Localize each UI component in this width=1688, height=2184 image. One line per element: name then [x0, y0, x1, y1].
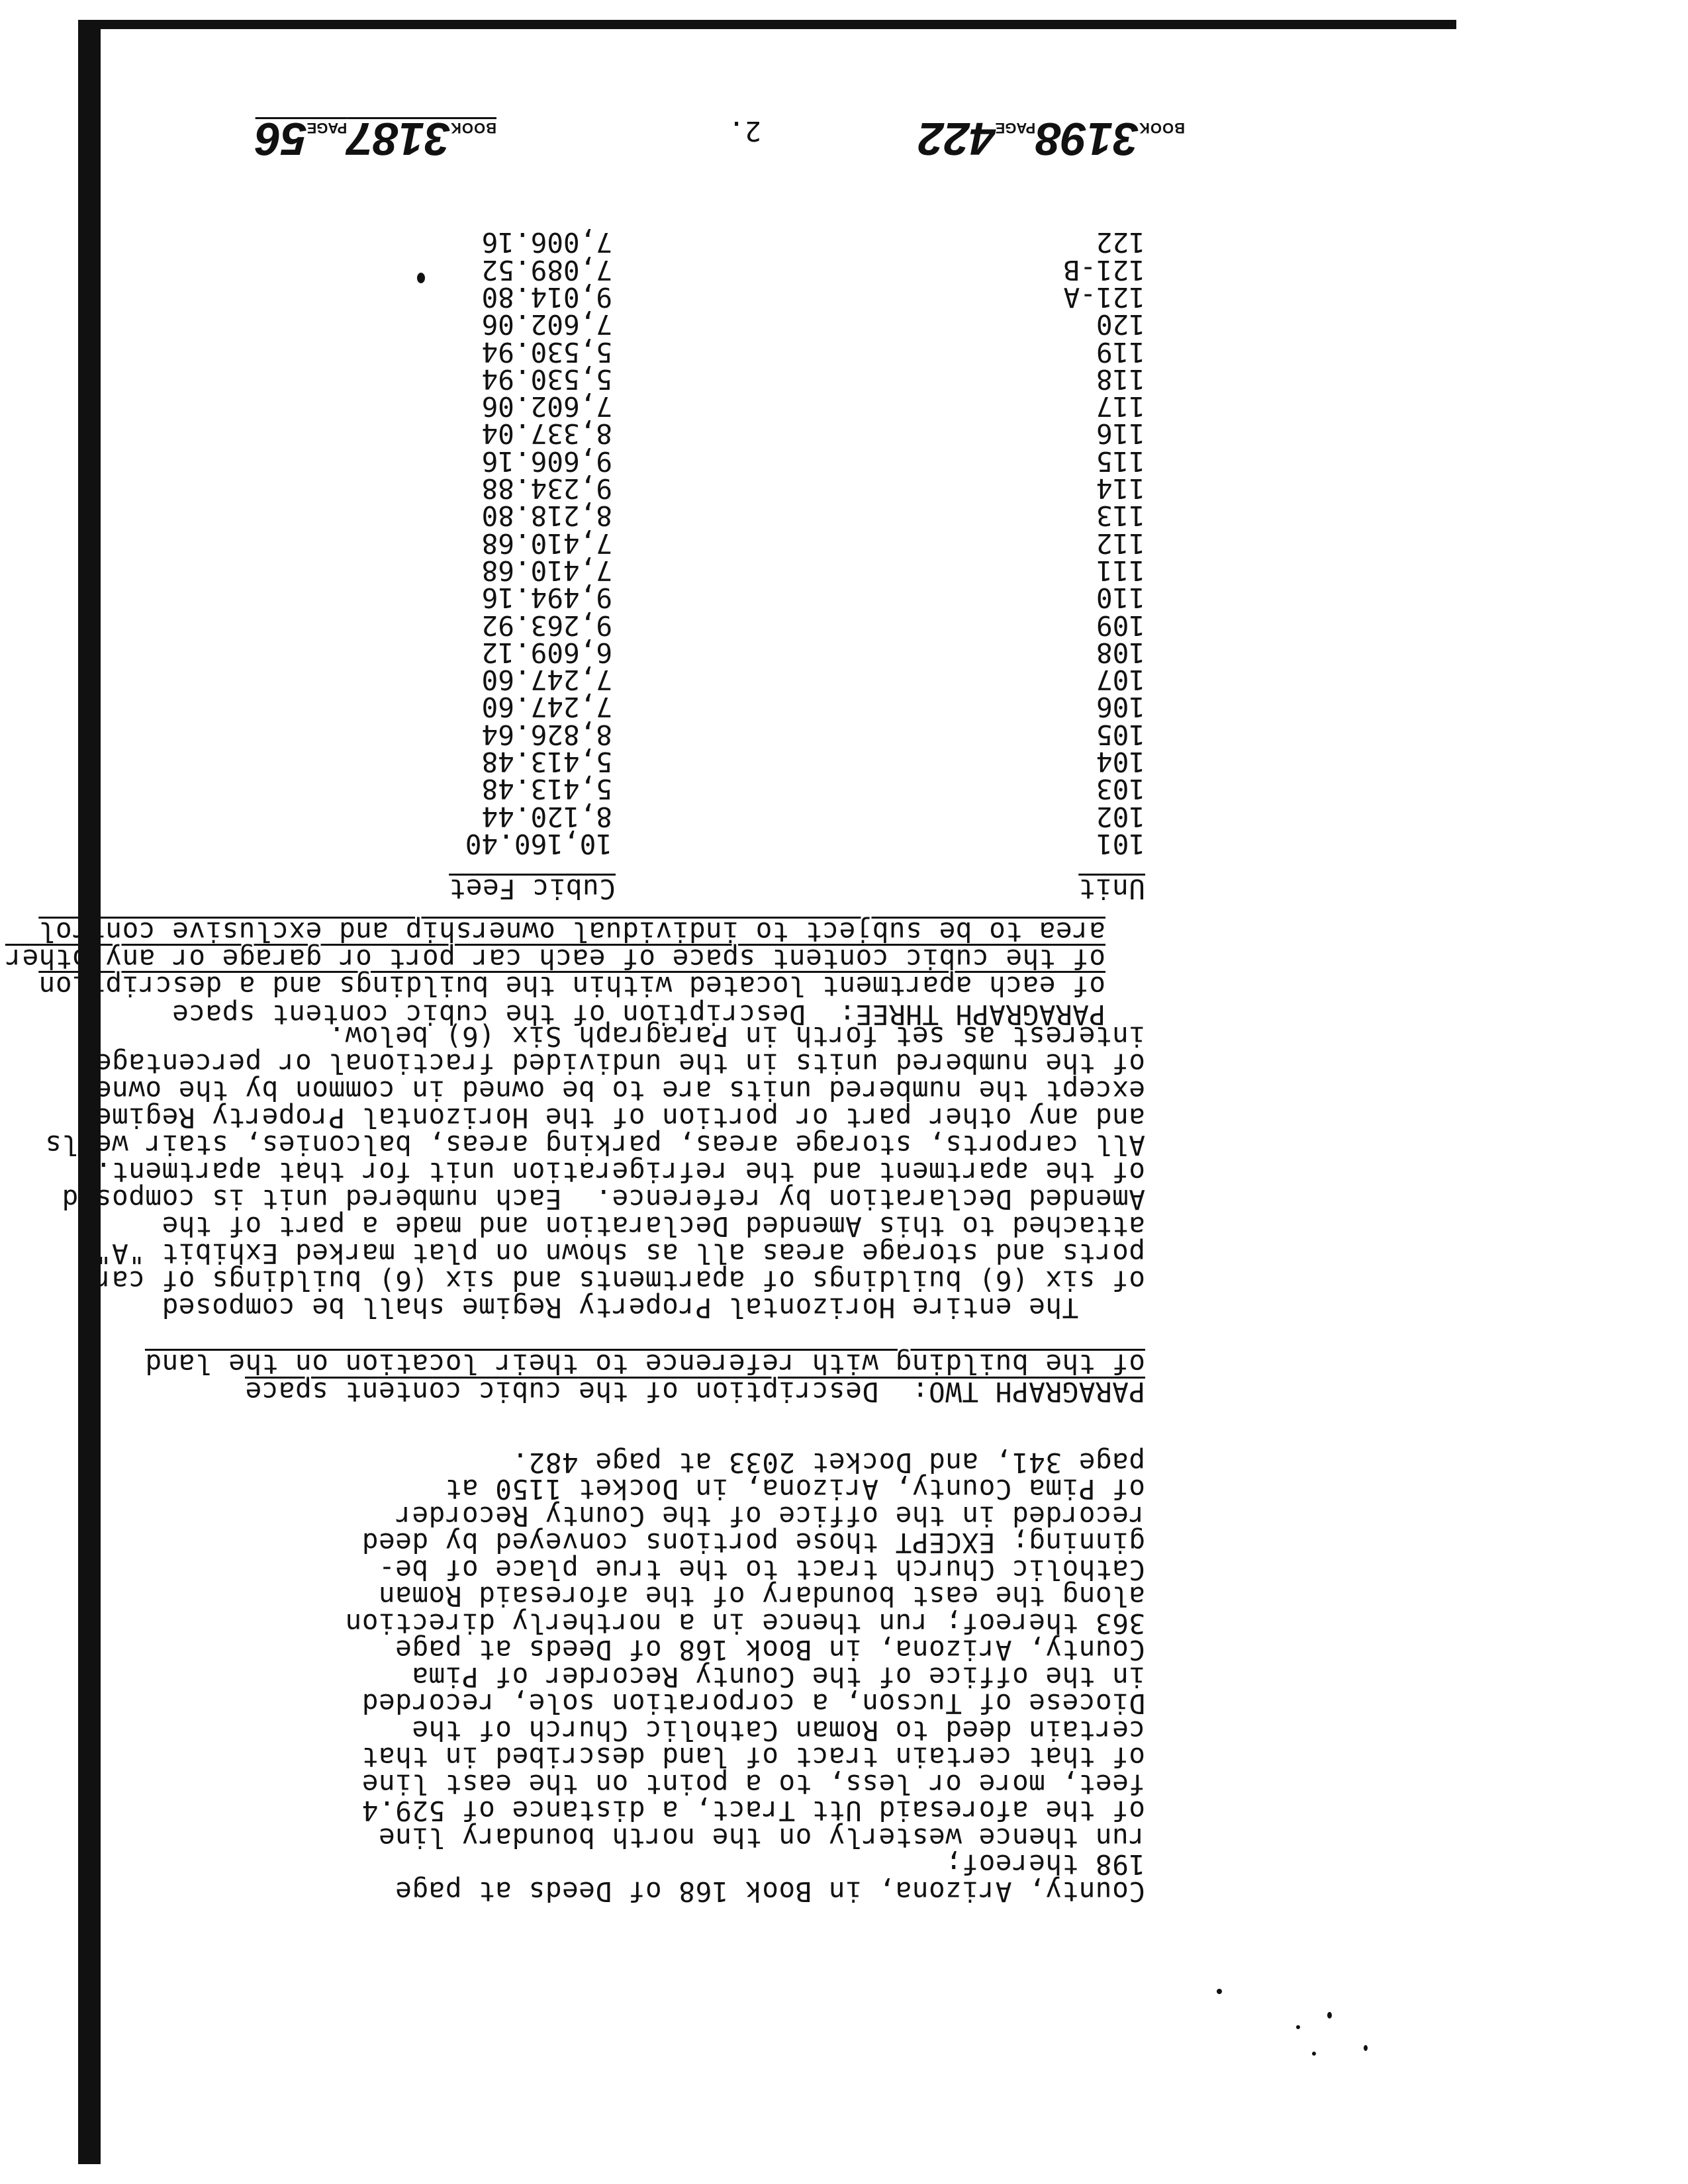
table-cell-cubic-feet: 9,606.16	[481, 445, 612, 477]
table-cell-cubic-feet: 8,120.44	[481, 800, 612, 833]
table-cell-unit: 107	[1096, 664, 1145, 696]
text-line: attached to this Amended Declaration and made a part of the	[162, 1210, 1145, 1242]
table-cell-unit: 118	[1096, 363, 1145, 395]
table-cell-cubic-feet: 9,014.80	[481, 281, 612, 313]
text-line: of the cubic content space of each car port or garage or any other	[5, 943, 1105, 975]
table-cell-unit: 117	[1096, 390, 1145, 423]
text-line: ginning; EXCEPT those portions conveyed by deed	[361, 1527, 1145, 1559]
text-line: 363 thereof; run thence in a northerly direction	[345, 1608, 1145, 1639]
text-line: run thence westerly on the north boundary line	[378, 1822, 1145, 1854]
table-cell-unit: 110	[1096, 582, 1145, 614]
table-cell-cubic-feet: 7,089.52	[481, 253, 612, 286]
text-line: All carports, storage areas, parking areas, balconies, stair wells	[44, 1129, 1145, 1161]
table-cell-cubic-feet: 7,602.06	[481, 390, 612, 423]
page-number: 2.	[727, 115, 761, 147]
table-cell-cubic-feet: 5,530.94	[481, 336, 612, 368]
table-cell-cubic-feet: 8,826.64	[481, 718, 612, 751]
table-cell-unit: 120	[1096, 308, 1145, 341]
text-line: interest as set forth in Paragraph Six (6) below.	[328, 1021, 1145, 1052]
table-cell-cubic-feet: 7,602.06	[481, 308, 612, 341]
table-cell-cubic-feet: 5,413.48	[481, 746, 612, 778]
table-cell-cubic-feet: 6,609.12	[481, 636, 612, 668]
table-header-unit: Unit	[1078, 873, 1145, 905]
table-cell-cubic-feet: 8,337.04	[481, 418, 612, 450]
text-line: along the east boundary of the aforesaid Roman	[378, 1580, 1145, 1613]
text-line: of each apartment located within the buildings and a description	[38, 970, 1105, 1002]
table-cell-unit: 109	[1096, 609, 1145, 641]
table-cell-unit: 112	[1096, 527, 1145, 559]
text-line: Catholic Church tract to the true place of be-	[378, 1554, 1145, 1586]
table-cell-cubic-feet: 9,263.92	[481, 609, 612, 641]
text-line: of six (6) buildings of apartments and six (6) buildings of car	[95, 1265, 1145, 1297]
table-cell-unit: 101	[1096, 828, 1145, 860]
table-cell-cubic-feet: 7,247.60	[481, 691, 612, 723]
text-line: page 341, and Docket 2033 at page 482.	[512, 1447, 1145, 1479]
table-cell-unit: 108	[1096, 636, 1145, 668]
table-cell-unit: 113	[1096, 500, 1145, 532]
text-line: Diocese of Tucson, a corporation sole, recorded	[361, 1688, 1145, 1720]
table-cell-cubic-feet: 5,530.94	[481, 363, 612, 395]
text-line: of Pima County, Arizona, in Docket 1150 at	[445, 1473, 1145, 1506]
table-cell-cubic-feet: 5,413.48	[481, 773, 612, 805]
table-cell-unit: 119	[1096, 336, 1145, 368]
text-line: except the numbered units are to be owned in common by the owner	[78, 1075, 1145, 1107]
text-line: Amended Declaration by reference. Each numbered unit is composed	[62, 1183, 1145, 1215]
table-cell-unit: 104	[1096, 746, 1145, 778]
table-cell-cubic-feet: 9,234.88	[481, 473, 612, 505]
table-cell-unit: 102	[1096, 800, 1145, 833]
text-line: The entire Horizontal Property Regime shall be composed	[162, 1292, 1145, 1324]
paragraph-two-heading: PARAGRAPH TWO: Description of the cubic content space	[245, 1376, 1145, 1408]
table-cell-cubic-feet: 9,494.16	[481, 582, 612, 614]
recording-stamp-right: BOOK3187PAGE56	[255, 113, 496, 165]
table-cell-unit: 121-A	[1063, 281, 1145, 313]
text-line: ports and storage areas all as shown on plat marked Exhibit "A"	[95, 1238, 1145, 1269]
text-line: of the numbered units in the undivided fractional or percentage	[95, 1048, 1145, 1079]
table-cell-cubic-feet: 7,006.16	[481, 226, 612, 259]
table-cell-unit: 122	[1096, 226, 1145, 259]
table-cell-cubic-feet: 8,218.80	[481, 500, 612, 532]
text-line: area to be subject to individual ownership and exclusive control	[38, 916, 1105, 948]
paragraph-three-heading: PARAGRAPH THREE: Description of the cubic content space	[171, 999, 1105, 1030]
table-header-cubic-feet: Cubic Feet	[449, 873, 616, 905]
table-cell-unit: 115	[1096, 445, 1145, 477]
table-cell-unit: 121-B	[1063, 253, 1145, 286]
text-line: recorded in the office of the County Recorder	[395, 1500, 1145, 1532]
table-cell-cubic-feet: 7,410.68	[481, 527, 612, 559]
table-cell-unit: 103	[1096, 773, 1145, 805]
table-cell-cubic-feet: 10,160.40	[465, 828, 612, 860]
table-cell-unit: 111	[1096, 555, 1145, 586]
text-line: County, Arizona, in Book 168 of Deeds at page	[395, 1634, 1145, 1666]
table-cell-cubic-feet: 7,410.68	[481, 555, 612, 586]
table-cell-unit: 105	[1096, 718, 1145, 751]
text-line: feet, more or less, to a point on the east line	[361, 1768, 1145, 1800]
recording-stamp-left: BOOK3198PAGE422	[917, 113, 1185, 165]
table-cell-unit: 114	[1096, 473, 1145, 505]
text-line: of the apartment and the refrigeration unit for that apartment.	[95, 1156, 1145, 1188]
text-line: of that certain tract of land described in that	[361, 1741, 1145, 1774]
text-line: certain deed to Roman Catholic Church of the	[411, 1715, 1145, 1747]
table-cell-unit: 106	[1096, 691, 1145, 723]
text-line: in the office of the County Recorder of Pima	[411, 1661, 1145, 1693]
text-line: of the aforesaid Utt Tract, a distance of 529.4	[361, 1795, 1145, 1827]
table-cell-unit: 116	[1096, 418, 1145, 450]
text-line: County, Arizona, in Book 168 of Deeds at page	[395, 1876, 1145, 1907]
text-line: and any other part or portion of the Horizontal Property Regime	[95, 1102, 1145, 1134]
text-line: 198 thereof;	[945, 1848, 1145, 1881]
paragraph-two-heading: of the building with reference to their location on the land	[144, 1348, 1145, 1380]
table-cell-cubic-feet: 7,247.60	[481, 664, 612, 696]
